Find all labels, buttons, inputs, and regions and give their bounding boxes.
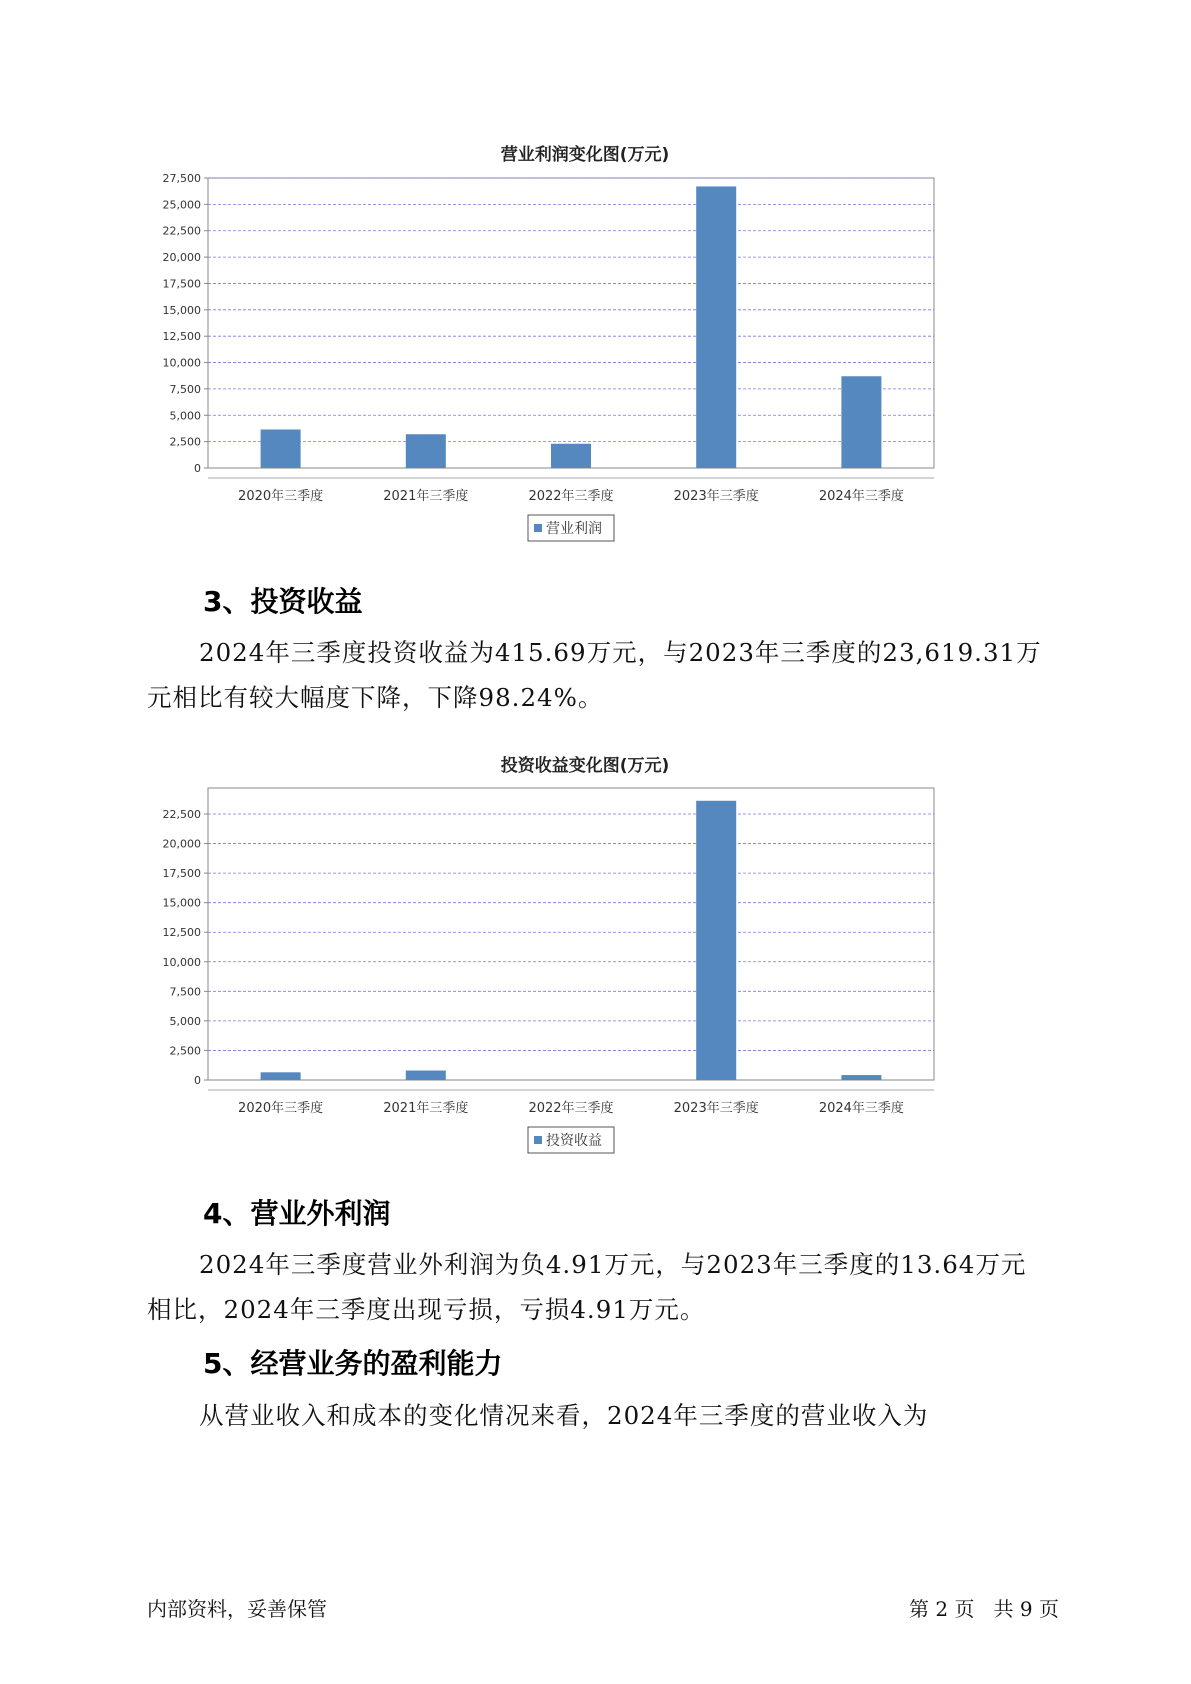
section-paragraph: [147, 1393, 1057, 1438]
plot-area: [208, 178, 934, 468]
y-tick-label: 5,000: [169, 409, 201, 423]
y-tick-label: 25,000: [162, 198, 201, 212]
y-tick-label: 0: [194, 462, 201, 475]
chart-title: 营业利润变化图(万元): [500, 145, 670, 165]
bar: [551, 444, 591, 468]
x-tick-label: 2020年三季度: [238, 1101, 324, 1116]
legend-swatch: [534, 1136, 542, 1144]
x-tick-label: 2024年三季度: [818, 489, 904, 504]
x-tick-label: 2022年三季度: [528, 489, 614, 504]
legend-label: 投资收益: [546, 1133, 602, 1149]
y-tick-label: 17,500: [162, 867, 201, 881]
section-heading-non-operating-profit: 4、营业外利润: [203, 1197, 391, 1230]
y-tick-label: 2,500: [169, 435, 201, 449]
x-tick-label: 2021年三季度: [383, 489, 469, 504]
y-tick-label: 5,000: [169, 1014, 201, 1028]
y-tick-label: 12,500: [162, 330, 201, 344]
legend-swatch: [534, 524, 542, 532]
y-tick-label: 22,500: [162, 808, 201, 822]
paragraph-line: 元相比有较大幅度下降，下降98.24%。: [147, 683, 604, 712]
x-tick-label: 2020年三季度: [238, 489, 324, 504]
plot-area: [208, 788, 934, 1080]
x-tick-label: 2024年三季度: [818, 1101, 904, 1116]
paragraph-line: 相比，2024年三季度出现亏损，亏损4.91万元。: [147, 1295, 706, 1324]
bar: [696, 801, 736, 1080]
section-paragraph: [147, 1242, 1057, 1332]
y-tick-label: 12,500: [162, 926, 201, 940]
section-paragraph: [147, 630, 1057, 720]
footer-page-number: 第 2 页 共 9 页: [909, 1597, 1059, 1621]
y-tick-label: 10,000: [162, 955, 201, 969]
bar: [406, 434, 446, 468]
footer-confidential-note: 内部资料，妥善保管: [147, 1597, 327, 1621]
x-tick-label: 2022年三季度: [528, 1101, 614, 1116]
y-tick-label: 0: [194, 1074, 201, 1087]
paragraph-line: 2024年三季度营业外利润为负4.91万元，与2023年三季度的13.64万元: [199, 1250, 1027, 1279]
y-tick-label: 27,500: [162, 172, 201, 185]
y-tick-label: 7,500: [169, 382, 201, 396]
chart-canvas: [150, 130, 1020, 550]
y-tick-label: 20,000: [162, 837, 201, 851]
bar: [841, 1075, 881, 1080]
x-tick-label: 2023年三季度: [673, 1101, 759, 1116]
legend-label: 营业利润: [546, 521, 602, 537]
y-tick-label: 22,500: [162, 224, 201, 238]
bar: [261, 1072, 301, 1080]
operating-profit-chart: [150, 130, 1020, 550]
y-tick-label: 7,500: [169, 985, 201, 999]
chart-canvas: [150, 742, 1020, 1162]
chart-title: 投资收益变化图(万元): [500, 756, 670, 776]
paragraph-line: 2024年三季度投资收益为415.69万元，与2023年三季度的23,619.31万: [199, 638, 1042, 667]
paragraph-line: 从营业收入和成本的变化情况来看，2024年三季度的营业收入为: [199, 1401, 929, 1430]
bar: [261, 430, 301, 468]
y-tick-label: 15,000: [162, 303, 201, 317]
x-tick-label: 2021年三季度: [383, 1101, 469, 1116]
section-heading-investment-income: 3、投资收益: [203, 585, 363, 618]
y-tick-label: 15,000: [162, 896, 201, 910]
y-tick-label: 2,500: [169, 1044, 201, 1058]
y-tick-label: 10,000: [162, 356, 201, 370]
section-heading-profitability: 5、经营业务的盈利能力: [203, 1347, 503, 1380]
investment-income-chart: [150, 742, 1020, 1162]
x-tick-label: 2023年三季度: [673, 489, 759, 504]
y-tick-label: 20,000: [162, 251, 201, 265]
y-tick-label: 17,500: [162, 277, 201, 291]
bar: [841, 376, 881, 468]
bar: [696, 186, 736, 468]
bar: [406, 1071, 446, 1080]
